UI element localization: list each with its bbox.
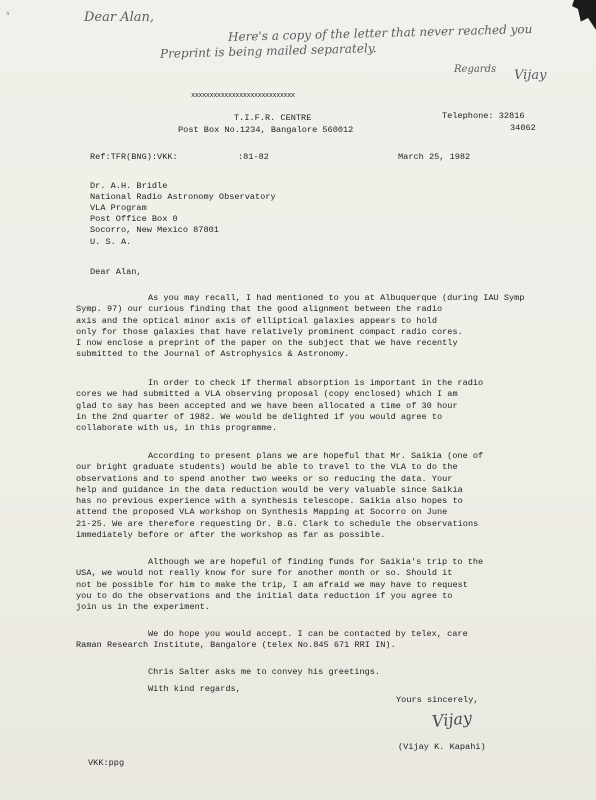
paragraph-line: you to do the observations and the initial data reduction if you agree to <box>76 590 453 601</box>
recipient-line: Socorro, New Mexico 87801 <box>90 225 219 235</box>
paragraph-4 <box>76 557 576 613</box>
paragraph-line: With kind regards, <box>148 684 241 694</box>
letterhead-org: T.I.F.R. CENTRE <box>234 113 312 123</box>
paragraph-line: observations and to spend another two weeks or so reducing the data. Your <box>76 473 453 484</box>
paragraph-line: in the 2nd quarter of 1982. We would be delighted if you would agree to <box>76 411 443 422</box>
handwritten-name: Vijay <box>514 68 547 83</box>
paragraph-2 <box>76 378 576 434</box>
reference-code: Ref:TFR(BNG):VKK: <box>90 152 178 162</box>
paragraph-line: 21-25. We are therefore requesting Dr. B.G. Clark to schedule the observations <box>76 518 479 529</box>
paragraph-line: USA, we would not really know for sure for another month or so. Should it <box>76 568 453 579</box>
paragraph-line: Although we are hopeful of finding funds for Saikia's trip to the <box>148 557 484 567</box>
letter-date: March 25, 1982 <box>398 152 471 162</box>
paragraph-line: glad to say has been accepted and we have been allocated a time of 30 hour <box>76 400 458 411</box>
letterhead-strikeout: xxxxxxxxxxxxxxxxxxxxxxxxxxxx <box>191 92 295 100</box>
paragraph-line: Symp. 97) our curious finding that the good alignment between the radio <box>76 304 443 315</box>
paragraph-line: Raman Research Institute, Bangalore (telex No.845 671 RRI IN). <box>76 640 396 651</box>
recipient-line: U. S. A. <box>90 237 132 247</box>
handwritten-note-line-2: Preprint is being mailed separately. <box>159 41 377 61</box>
recipient-line: Post Office Box 0 <box>90 214 178 224</box>
paragraph-line: our bright graduate students) would be able to travel to the VLA to do the <box>76 462 458 473</box>
salutation: Dear Alan, <box>90 267 142 277</box>
reference-number: :81-82 <box>238 152 269 162</box>
paragraph-line: help and guidance in the data reduction would be very valuable since Saikia <box>76 484 463 495</box>
paragraph-line: collaborate with us, in this programme. <box>76 423 278 434</box>
recipient-line: Dr. A.H. Bridle <box>90 181 168 191</box>
paragraph-line: We do hope you would accept. I can be contacted by telex, care <box>148 629 468 639</box>
paragraph-line: join us in the experiment. <box>76 602 211 613</box>
closing: Yours sincerely, <box>396 695 479 705</box>
signer-name: (Vijay K. Kapahi) <box>398 742 486 752</box>
paragraph-6 <box>76 667 576 678</box>
handwritten-note-line-1: Here's a copy of the letter that never reached you <box>227 22 533 44</box>
recipient-line: VLA Program <box>90 203 147 213</box>
paragraph-1 <box>76 293 576 361</box>
paragraph-line: axis and the optical minor axis of elliptical galaxies appears to hold <box>76 315 437 326</box>
paragraph-line: Chris Salter asks me to convey his greetings. <box>148 667 381 677</box>
handwritten-regards: Regards <box>454 64 497 75</box>
paragraph-3 <box>76 451 576 541</box>
paragraph-line: I now enclose a preprint of the paper on the subject that we have recently <box>76 338 458 349</box>
paragraph-5 <box>76 629 576 652</box>
paragraph-line: According to present plans we are hopeful that Mr. Saikia (one of <box>148 451 484 461</box>
torn-corner <box>556 0 596 30</box>
paragraph-line: As you may recall, I had mentioned to you at Albuquerque (during IAU Symp <box>148 293 525 303</box>
letterhead-telephone: Telephone: 32816 <box>442 111 525 121</box>
paragraph-line: attend the proposed VLA workshop on Synthesis Mapping at Socorro on June <box>76 507 448 518</box>
paragraph-line: not be possible for him to make the trip, I am afraid we may have to request <box>76 579 468 590</box>
paragraph-line: In order to check if thermal absorption is important in the radio <box>148 378 484 388</box>
paragraph-line: immediately before or after the workshop as far as possible. <box>76 530 386 541</box>
recipient-line: National Radio Astronomy Observatory <box>90 192 276 202</box>
letterhead-address: Post Box No.1234, Bangalore 560012 <box>178 125 354 135</box>
page-mark: s <box>6 10 10 17</box>
paragraph-line: only for those galaxies that have relatively prominent compact radio cores. <box>76 326 463 337</box>
paragraph-7 <box>76 684 576 695</box>
typist-initials: VKK:ppg <box>88 758 125 768</box>
letterhead-telephone-2: 34062 <box>510 123 536 133</box>
paragraph-line: submitted to the Journal of Astrophysics & Astronomy. <box>76 349 350 360</box>
paragraph-line: cores we had submitted a VLA observing proposal (copy enclosed) which I am <box>76 389 458 400</box>
paragraph-line: has no previous experience with a synthesis telescope. Saikia also hopes to <box>76 496 463 507</box>
handwritten-salutation: Dear Alan, <box>84 10 155 25</box>
signature: Vijay <box>431 707 473 732</box>
